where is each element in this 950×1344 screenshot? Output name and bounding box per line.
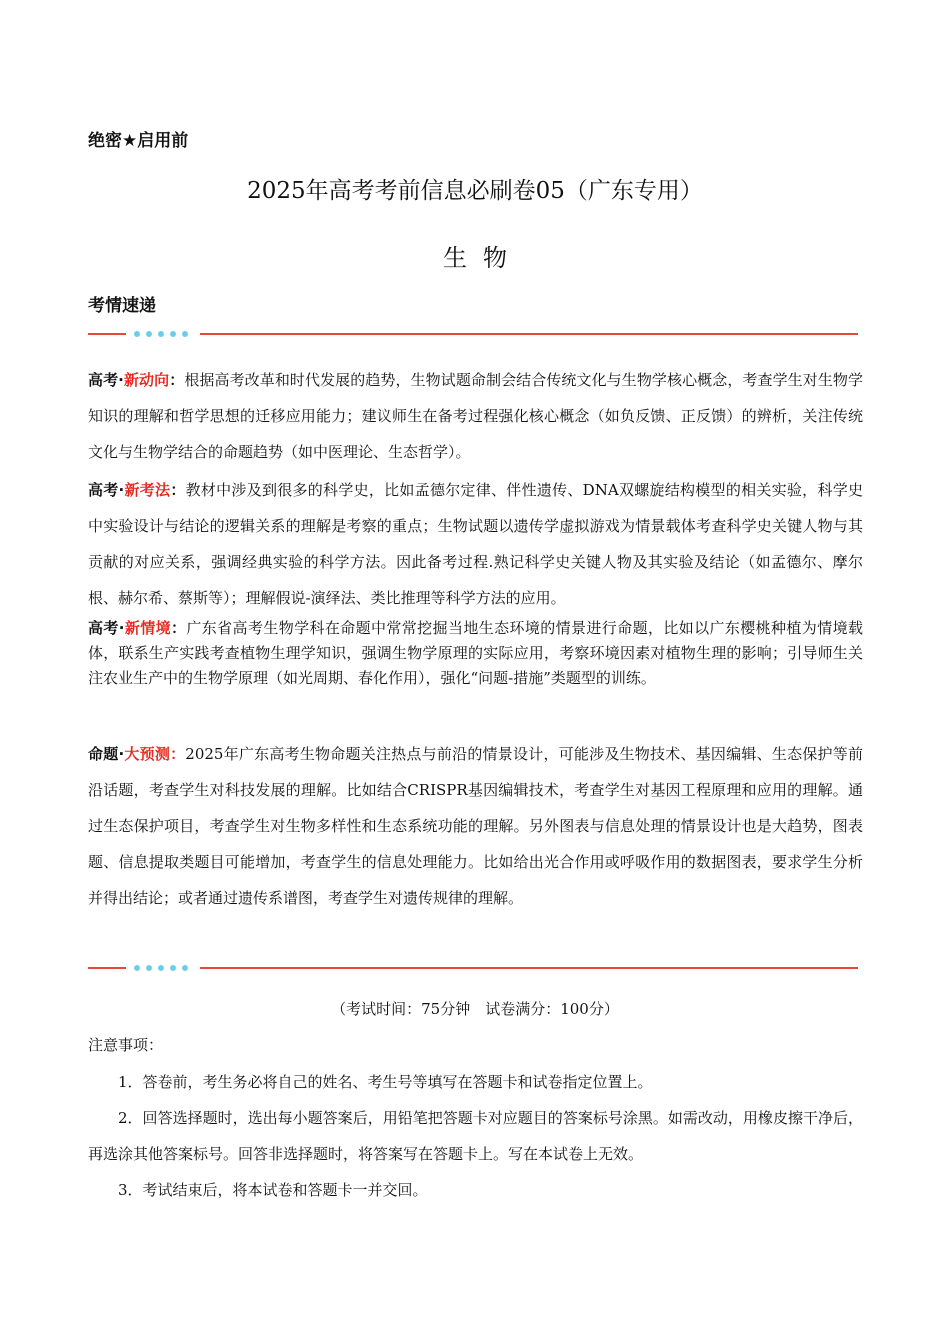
paragraph-text: 广东省高考生物学科在命题中常常挖掘当地生态环境的情景进行命题，比如以广东樱桃种植为情境载体，联系生产实践考查植物生理学知识，强调生物学原理的实际应用，考察环境因素对植物生理的影响；引导师生关注农业生产中的生物学原理（如光周期、春化作用），强化“问题-措施”类题型的训练。 [88,619,863,687]
paragraph-label-prefix: 命题· [88,745,125,763]
paragraph-prediction [88,736,863,916]
notice-item: 2．回答选择题时，选出每小题答案后，用铅笔把答题卡对应题目的答案标号涂黑。如需改动，用橡皮擦干净后，再选涂其他答案标号。回答非选择题时，将答案写在答题卡上。写在本试卷上无效。 [88,1109,863,1163]
paragraph-text: 教材中涉及到很多的科学史，比如孟德尔定律、伴性遗传、DNA双螺旋结构模型的相关实验，科学史中实验设计与结论的逻辑关系的理解是考察的重点；生物试题以遗传学虚拟游戏为情景载体考查科学史关键人物与其贡献的对应关系，强调经典实验的科学方法。因此备考过程.熟记科学史关键人物及其实验及结论（如孟德尔、摩尔根、赫尔希、蔡斯等）；理解假说-演绎法、类比推理等科学方法的应用。 [88,481,863,607]
paragraph-new-context [88,616,863,691]
confidential-label: 绝密★启用前 [88,131,189,151]
paragraph-label-separator: ： [171,619,187,637]
divider-top [88,329,858,339]
dot-icon [170,331,176,337]
paragraph-label-separator: ： [170,481,186,499]
paragraph-label-highlight: 新考法 [124,481,171,499]
notice-item: 1．答卷前，考生务必将自己的姓名、考生号等填写在答题卡和试卷指定位置上。 [118,1073,653,1091]
paragraph-label-highlight: 新情境 [124,619,172,637]
dot-icon [134,965,140,971]
page-title: 2025年高考考前信息必刷卷05（广东专用） [247,178,703,204]
divider-line-left [88,333,126,335]
divider-line-left [88,967,126,969]
notice-heading: 注意事项： [88,1036,164,1054]
paragraph-label-highlight: 大预测 [124,745,171,763]
notice-item: 3．考试结束后，将本试卷和答题卡一并交回。 [118,1181,428,1199]
dot-icon [170,965,176,971]
paragraph-label-prefix: 高考· [88,481,125,499]
dot-icon [182,331,188,337]
paragraph-text: 2025年广东高考生物命题关注热点与前沿的情景设计，可能涉及生物技术、基因编辑、生态保护等前沿话题，考查学生对科技发展的理解。比如结合CRISPR基因编辑技术，考查学生对基因工程原理和应用的理解。通过生态保护项目，考查学生对生物多样性和生态系统功能的理解。另外图表与信息处理的情景设计也是大趋势，图表题、信息提取类题目可能增加，考查学生的信息处理能力。比如给出光合作用或呼吸作用的数据图表，要求学生分析并得出结论；或者通过遗传系谱图，考查学生对遗传规律的理解。 [88,745,863,907]
dot-icon [146,331,152,337]
paragraph-label-separator: ： [170,745,186,763]
divider-line-right [200,967,858,969]
paragraph-new-trend [88,362,863,470]
paragraph-new-method [88,472,863,616]
paragraph-label-prefix: 高考· [88,619,125,637]
divider-bottom [88,963,858,973]
dot-icon [158,965,164,971]
dot-icon [134,331,140,337]
section-heading: 考情速递 [88,296,156,316]
dot-icon [182,965,188,971]
dot-icon [146,965,152,971]
exam-info: （考试时间：75分钟 试卷满分：100分） [331,1000,619,1018]
divider-line-right [200,333,858,335]
paragraph-label-separator: ： [169,371,185,389]
subject-title: 生物 [443,244,523,272]
paragraph-label-highlight: 新动向 [123,371,170,389]
dot-icon [158,331,164,337]
paragraph-label-prefix: 高考· [88,371,124,389]
paragraph-text: 根据高考改革和时代发展的趋势，生物试题命制会结合传统文化与生物学核心概念，考查学生对生物学知识的理解和哲学思想的迁移应用能力；建议师生在备考过程强化核心概念（如负反馈、正反馈）的辨析，关注传统文化与生物学结合的命题趋势（如中医理论、生态哲学）。 [88,371,863,461]
